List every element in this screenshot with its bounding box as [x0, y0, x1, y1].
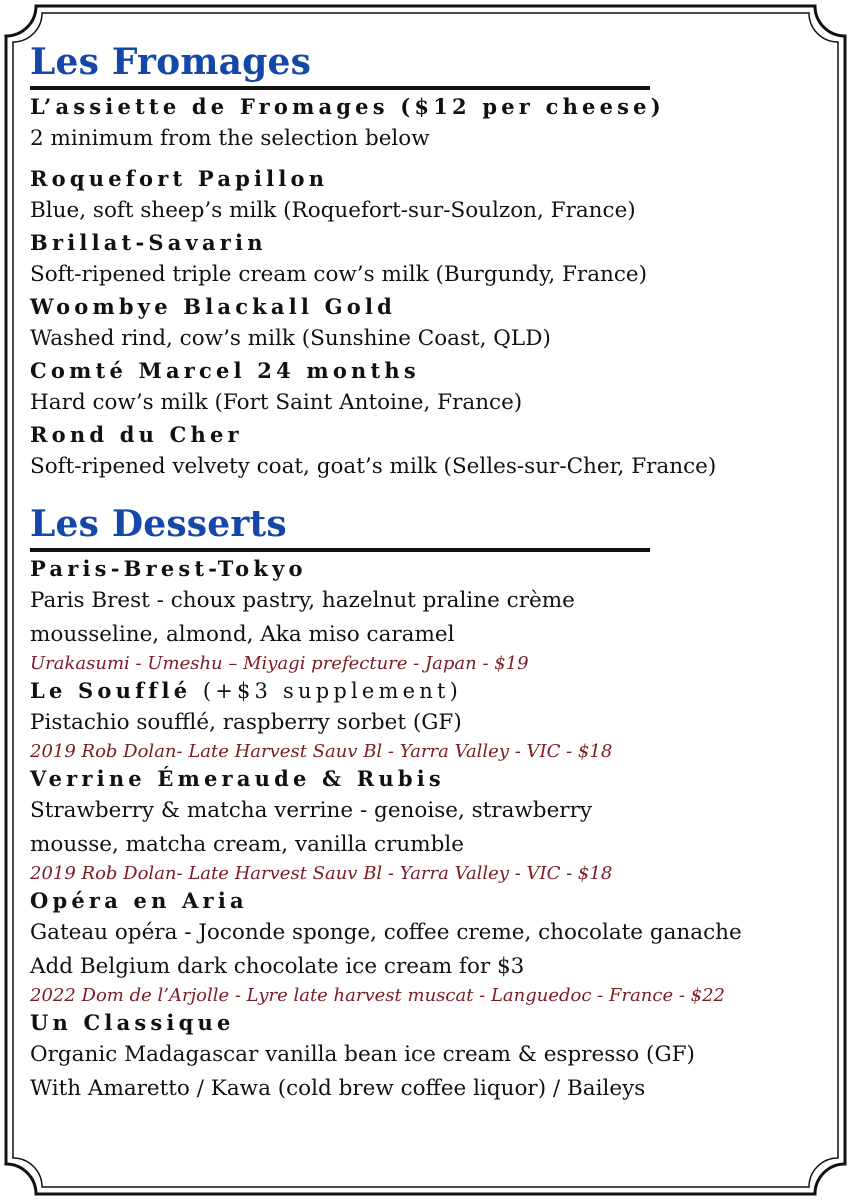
supplement-note: (+$3 supplement)	[202, 679, 463, 703]
desserts-divider	[30, 548, 650, 552]
dessert-item	[30, 764, 835, 886]
cheese-desc: Soft-ripened velvety coat, goat’s milk (Selles-sur-Cher, France)	[30, 454, 717, 479]
cheese-plate-desc: 2 minimum from the selection below	[30, 126, 430, 151]
dessert-item	[30, 886, 835, 1008]
cheese-plate	[30, 92, 835, 156]
cheese-plate-name: L’assiette de Fromages ($12 per cheese)	[30, 94, 665, 119]
dessert-desc: Pistachio soufflé, raspberry sorbet (GF)	[30, 710, 462, 735]
cheese-desc: Blue, soft sheep’s milk (Roquefort-sur-Soulzon, France)	[30, 198, 636, 223]
fromages-title: Les Fromages	[30, 41, 312, 83]
cheese-item	[30, 356, 835, 420]
dessert-item	[30, 676, 835, 764]
desserts-title: Les Desserts	[30, 503, 287, 545]
wine-pairing: Urakasumi - Umeshu – Miyagi prefecture - Japan - $19	[30, 653, 529, 674]
wine-pairing: 2019 Rob Dolan- Late Harvest Sauv Bl - Yarra Valley - VIC - $18	[30, 741, 613, 762]
cheese-item	[30, 292, 835, 356]
dessert-item	[30, 1008, 835, 1106]
dessert-name: Un Classique	[30, 1010, 235, 1035]
cheese-item	[30, 228, 835, 292]
dessert-name: Paris-Brest-Tokyo	[30, 556, 307, 581]
cheese-desc: Washed rind, cow’s milk (Sunshine Coast, QLD)	[30, 326, 551, 351]
cheese-desc: Soft-ripened triple cream cow’s milk (Burgundy, France)	[30, 262, 648, 287]
cheese-name: Roquefort Papillon	[30, 166, 329, 191]
wine-pairing: 2022 Dom de l’Arjolle - Lyre late harvest muscat - Languedoc - France - $22	[30, 985, 726, 1006]
dessert-item	[30, 554, 835, 676]
dessert-name: Verrine Émeraude & Rubis	[30, 766, 445, 791]
cheese-desc: Hard cow’s milk (Fort Saint Antoine, France)	[30, 390, 523, 415]
dessert-desc: With Amaretto / Kawa (cold brew coffee liquor) / Baileys	[30, 1076, 646, 1101]
fromages-divider	[30, 86, 650, 90]
wine-pairing: 2019 Rob Dolan- Late Harvest Sauv Bl - Yarra Valley - VIC - $18	[30, 863, 613, 884]
dessert-desc: mousseline, almond, Aka miso caramel	[30, 622, 455, 647]
cheese-item	[30, 420, 835, 484]
cheese-name: Comté Marcel 24 months	[30, 358, 420, 383]
cheese-name: Woombye Blackall Gold	[30, 294, 397, 319]
dessert-desc: mousse, matcha cream, vanilla crumble	[30, 832, 464, 857]
dessert-desc: Organic Madagascar vanilla bean ice cream & espresso (GF)	[30, 1042, 695, 1067]
cheese-item	[30, 164, 835, 228]
cheese-name: Brillat-Savarin	[30, 230, 267, 255]
dessert-name-text: Le Soufflé	[30, 678, 192, 703]
cheese-name: Rond du Cher	[30, 422, 243, 447]
dessert-desc: Add Belgium dark chocolate ice cream for $3	[30, 954, 525, 979]
dessert-desc: Gateau opéra - Joconde sponge, coffee creme, chocolate ganache	[30, 920, 742, 945]
dessert-name	[30, 676, 835, 706]
dessert-name: Opéra en Aria	[30, 888, 248, 913]
dessert-desc: Paris Brest - choux pastry, hazelnut praline crème	[30, 588, 575, 613]
dessert-desc: Strawberry & matcha verrine - genoise, strawberry	[30, 798, 592, 823]
menu-content	[30, 40, 835, 1106]
